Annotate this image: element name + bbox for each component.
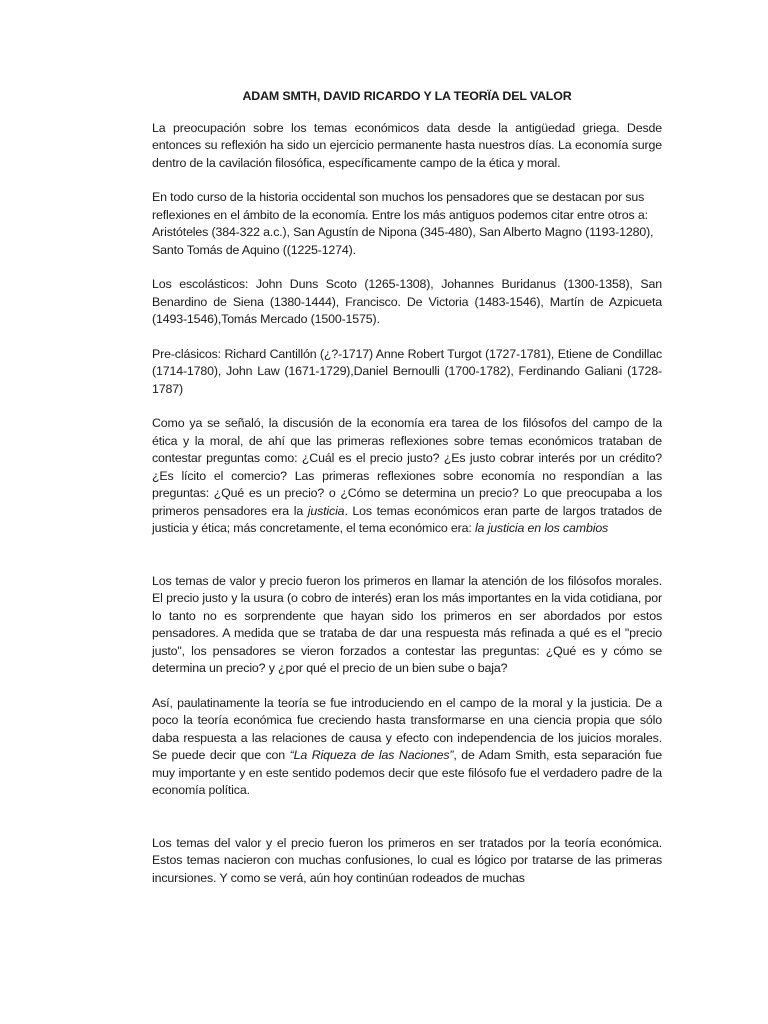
- paragraph-7-text-a: Así, paulatinamente la teoría se fue introduciendo en el campo de la moral y la justicia. De a poco la teoría económica fue creciendo hasta transformarse en una ciencia propia que sólo daba respuesta a las relaciones de causa y efecto con independencia de los juicios morales. Se puede decir que con: [152, 695, 662, 762]
- paragraph-8: Los temas del valor y el precio fueron los primeros en ser tratados por la teoría económica. Estos temas nacieron con muchas confusiones, lo cual es lógico por tratarse de las primeras incursiones. Y como se verá, aún hoy continúan rodeados de muchas: [152, 835, 662, 885]
- paragraph-5-italic-cambios: la justicia en los cambios: [474, 521, 609, 535]
- paragraph-preclassics: Pre-clásicos: Richard Cantillón (¿?-1717) Anne Robert Turgot (1727-1781), Etiene de Condillac (1714-1780), John Law (1671-1729),Daniel Bernoulli (1700-1782), Ferdinando Galiani (1728-1787): [152, 346, 662, 396]
- paragraph-scholastics: Los escolásticos: John Duns Scoto (1265-1308), Johannes Buridanus (1300-1358), San Benardino de Siena (1380-1444), Francisco. De Victoria (1483-1546), Martín de Azpicueta (1493-1546),Tomás Mercado (1500-1575).: [152, 277, 662, 326]
- paragraph-5-text-a: Como ya se señaló, la discusión de la economía era tarea de los filósofos del campo de la ética y la moral, de ahí que las primeras reflexiones sobre temas económicos trataban de contestar preguntas como: ¿Cuál es el precio justo? ¿Es justo cobrar interés por un crédito? ¿Es lícito el comercio? Las primeras reflexiones sobre economía no respondían a las preguntas: ¿Qué es un precio? o ¿Cómo se determina un precio? Lo que preocupaba a los primeros pensadores era la: [152, 416, 662, 518]
- paragraph-5: [152, 415, 662, 538]
- document-body: [152, 88, 662, 887]
- paragraph-2-names: Aristóteles (384-322 a.c.), San Agustín de Nipona (345-480), San Alberto Magno (1193-1280), Santo Tomás de Aquino ((1225-1274).: [152, 225, 654, 257]
- document-title: ADAM SMTH, DAVID RICARDO Y LA TEORÏA DEL VALOR: [242, 89, 572, 103]
- paragraph-1: La preocupación sobre los temas económicos data desde la antigüedad griega. Desde entonces su reflexión ha sido un ejercicio permanente hasta nuestros días. La economía surge dentro de la cavilación filosófica, específicamente campo de la ética y moral.: [152, 120, 662, 170]
- paragraph-6: Los temas de valor y precio fueron los primeros en llamar la atención de los filósofos morales. El precio justo y la usura (o cobro de interés) eran los más importantes en la vida cotidiana, por lo tanto no es sorprendente que hayan sido los primeros en ser abordados por estos pensadores. A medida que se trataba de dar una respuesta más refinada a qué es el "precio justo", los pensadores se vieron forzados a contestar las preguntas: ¿Qué es y cómo se determina un precio? y ¿por qué el precio de un bien sube o baja?: [152, 573, 662, 675]
- paragraph-7-italic-title: “La Riqueza de las Naciones”: [289, 748, 454, 762]
- paragraph-2-intro: En todo curso de la historia occidental son muchos los pensadores que se destacan por sus reflexiones en el ámbito de la economía. Entre los más antiguos podemos citar entre otros a:: [152, 190, 648, 222]
- paragraph-5-italic-justicia: justicia: [307, 503, 345, 518]
- paragraph-5-text-b: . Los temas económicos eran parte de largos tratados de justicia y ética; más concretamente, el tema económico era:: [152, 503, 662, 535]
- paragraph-7: [152, 695, 662, 800]
- paragraph-7-text-b: , de Adam Smith, esta separación fue muy importante y en este sentido podemos decir que este filósofo fue el verdadero padre de la economía política.: [152, 748, 662, 797]
